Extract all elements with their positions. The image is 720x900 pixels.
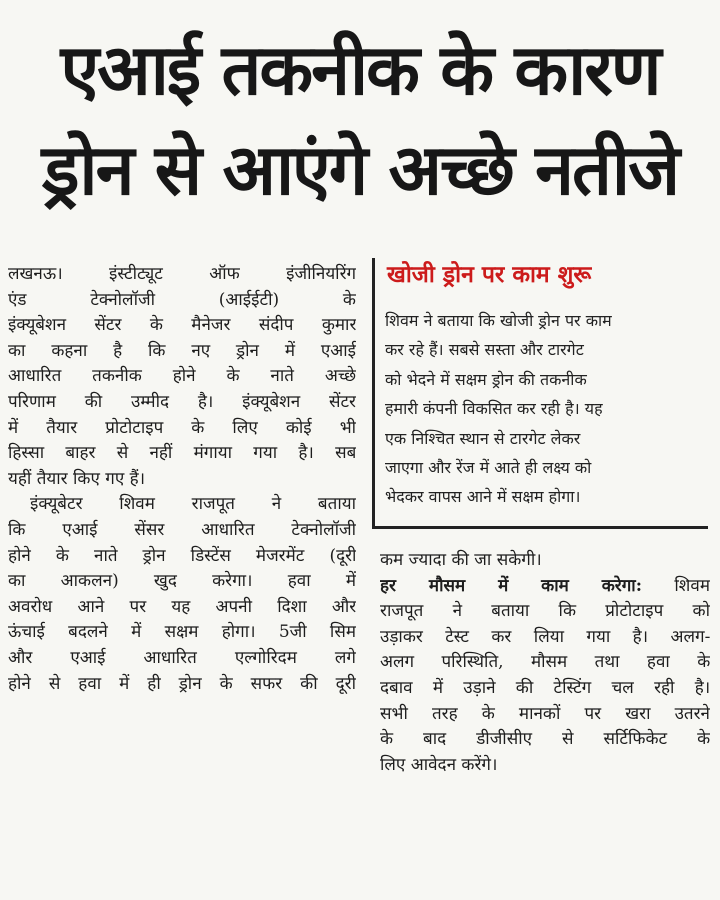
text-line: एंड टेक्नोलॉजी (आईईटी) के bbox=[8, 289, 356, 310]
text-line: राजपूत ने बताया कि प्रोटोटाइप को bbox=[380, 601, 710, 622]
text-line: अलग परिस्थिति, मौसम तथा हवा के bbox=[380, 652, 710, 673]
headline-line-1: एआई तकनीक के कारण bbox=[60, 29, 660, 111]
text-line: का आकलन) खुद करेगा। हवा में bbox=[8, 571, 356, 592]
text-line: हमारी कंपनी विकसित कर रही है। यह bbox=[385, 399, 603, 419]
text-line: कि एआई सेंसर आधारित टेक्नोलॉजी bbox=[8, 519, 356, 540]
right-column bbox=[380, 548, 710, 778]
text-line: ऊंचाई बदलने में सक्षम होगा। 5जी सिम bbox=[8, 622, 356, 643]
text-line: हिस्सा बाहर से नहीं मंगाया गया है। सब bbox=[8, 443, 356, 464]
subhead: हर मौसम में काम करेगा: bbox=[380, 575, 642, 596]
text-line: दबाव में उड़ाने की टेस्टिंग चल रही है। bbox=[380, 677, 710, 698]
text-line: एक निश्चित स्थान से टारगेट लेकर bbox=[385, 428, 581, 448]
text-line: कर रहे हैं। सबसे सस्ता और टारगेट bbox=[385, 340, 584, 360]
subhead-line bbox=[380, 574, 710, 600]
subhead-rest: शिवम bbox=[641, 575, 710, 596]
text-line: उड़ाकर टेस्ट कर लिया गया है। अलग- bbox=[380, 626, 710, 647]
article-headline bbox=[0, 20, 720, 220]
text-line: कम ज्यादा की जा सकेगी। bbox=[380, 550, 542, 570]
text-line: शिवम ने बताया कि खोजी ड्रोन पर काम bbox=[385, 311, 612, 330]
headline-line-2: ड्रोन से आएंगे अच्छे नतीजे bbox=[41, 129, 679, 211]
text-line: लिए आवेदन करेंगे। bbox=[380, 754, 498, 775]
text-line: इंक्यूबेटर शिवम राजपूत ने बताया bbox=[30, 494, 356, 515]
text-line: भेदकर वापस आने में सक्षम होगा। bbox=[385, 487, 581, 507]
text-line: आधारित तकनीक होने के नाते अच्छे bbox=[8, 366, 356, 387]
box-body bbox=[385, 306, 707, 512]
text-line: को भेदने में सक्षम ड्रोन की तकनीक bbox=[385, 369, 587, 389]
text-line: का कहना है कि नए ड्रोन में एआई bbox=[8, 340, 356, 361]
sidebar-box bbox=[372, 258, 711, 526]
box-title: खोजी ड्रोन पर काम शुरू bbox=[387, 262, 592, 288]
text-line: यहीं तैयार किए गए हैं। bbox=[8, 468, 146, 489]
text-line: सभी तरह के मानकों पर खरा उतरने bbox=[380, 703, 710, 724]
text-line: और एआई आधारित एल्गोरिदम लगे bbox=[8, 647, 356, 668]
box-divider bbox=[372, 526, 708, 529]
text-line: परिणाम की उम्मीद है। इंक्यूबेशन सेंटर bbox=[8, 391, 356, 412]
text-line: लखनऊ। इंस्टीट्यूट ऑफ इंजीनियरिंग bbox=[8, 264, 356, 284]
text-line: होने से हवा में ही ड्रोन के सफर की दूरी bbox=[8, 673, 356, 694]
text-line: अवरोध आने पर यह अपनी दिशा और bbox=[8, 596, 356, 617]
left-column bbox=[8, 262, 356, 697]
text-line: में तैयार प्रोटोटाइप के लिए कोई भी bbox=[8, 417, 356, 438]
text-line: जाएगा और रेंज में आते ही लक्ष्य को bbox=[385, 458, 592, 478]
text-line: होने के नाते ड्रोन डिस्टेंस मेजरमेंट (दूरी bbox=[8, 545, 356, 566]
text-line: के बाद डीजीसीए से सर्टिफिकेट के bbox=[380, 729, 710, 750]
text-line: इंक्यूबेशन सेंटर के मैनेजर संदीप कुमार bbox=[8, 315, 356, 336]
